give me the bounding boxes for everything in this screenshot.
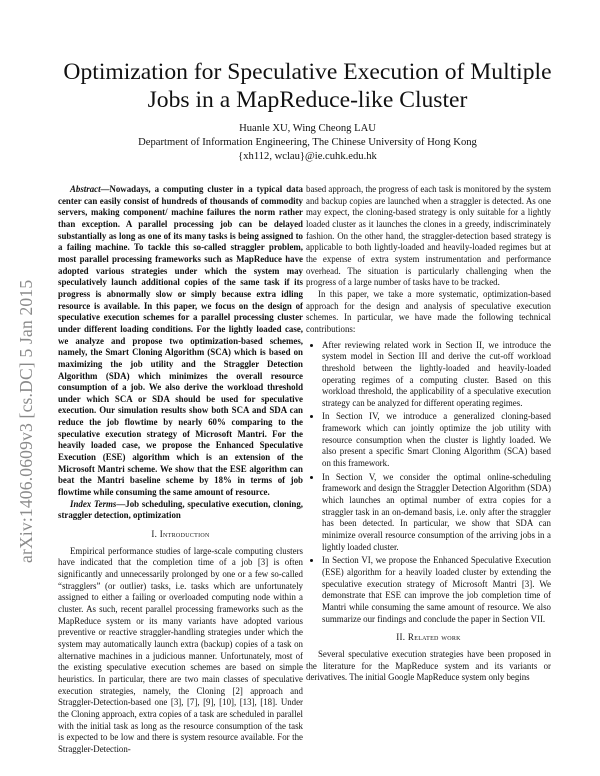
- author-affiliation: Department of Information Engineering, The Chinese University of Hong Kong: [138, 137, 477, 148]
- index-terms-text: —Job scheduling, speculative execution, cloning, straggler detection, optimization: [58, 498, 303, 521]
- right-column: [306, 184, 551, 684]
- intro-paragraph-2: In this paper, we take a more systematic, optimization-based approach for the design and analysis of speculative execution schemes. In particular, we have made the following technical contributions:: [306, 288, 551, 334]
- author-block: [40, 122, 575, 164]
- related-work-paragraph: Several speculative execution strategies have been proposed in the literature for the MapReduce system and its variants or derivatives. The initial Google MapReduce system only begins: [306, 648, 551, 683]
- author-names: Huanle XU, Wing Cheong LAU: [239, 123, 376, 134]
- index-terms-label: Index Terms: [70, 498, 117, 509]
- left-column: [58, 184, 303, 756]
- intro-paragraph-1: Empirical performance studies of large-scale computing clusters have indicated that the completion time of a job [3] is often significantly and unnecessarily prolonged by one or a few so-called “stragglers” (or outlier) tasks, i.e. tasks which are unfortunately assigned to either a failing or overloaded computing node within a cluster. As such, recent parallel processing frameworks such as the MapReduce system or its many variants have adopted various preventive or reactive straggler-handling strategies under which the system may automatically launch extra (backup) copies of a task on alternative machines in a judicious manner. Unfortunately, most of the existing speculative execution schemes are based on simple heuristics. In particular, there are two main classes of speculative execution strategies, namely, the Cloning [2] approach and Straggler-Detection-based one [3], [7], [9], [10], [13], [18]. Under the Cloning approach, extra copies of a task are scheduled in parallel with the initial task as long as the resource consumption of the task is expected to be low and there is system resource available. For the Straggler-Detection-: [58, 545, 303, 754]
- contributions-list: [306, 340, 551, 626]
- abstract-label: Abstract: [70, 184, 101, 194]
- arxiv-identifier: arXiv:1406.0609v3 [cs.DC] 5 Jan 2015: [16, 279, 36, 563]
- contribution-item: • In Section V, we consider the optimal online-scheduling framework and design the Straggler Detection Algorithm (SDA) which launches an optimal number of extra copies for a straggler task in an on-demand basis, i.e. only after the straggler has been detected. In particular, we show that SDA can minimize overall resource consumption of the arriving jobs in a lightly loaded cluster.: [322, 472, 551, 554]
- section-heading-related-work: II. Related work: [396, 632, 461, 643]
- abstract: [58, 184, 303, 499]
- paper-title: Optimization for Speculative Execution of Multiple Jobs in a MapReduce-like Cluster: [63, 59, 552, 113]
- contribution-item: • After reviewing related work in Section II, we introduce the system model in Section III and derive the cut-off workload threshold between the lightly-loaded and heavily-loaded operating regimes of a computing cluster. Based on this workload threshold, the applicability of a speculative execution strategy can be analyzed for different operating regimes.: [322, 340, 551, 410]
- section-heading-introduction: I. Introduction: [151, 529, 210, 540]
- author-emails: {xh112, wclau}@ie.cuhk.edu.hk: [238, 151, 377, 162]
- contribution-item: • In Section IV, we introduce a generalized cloning-based framework which can jointly optimize the job utility with resource consumption when the cluster is lightly loaded. We also present a specific Smart Cloning Algorithm (SCA) based on this framework.: [322, 411, 551, 469]
- abstract-text: —Nowadays, a computing cluster in a typical data center can easily consist of hundreds of thousands of commodity servers, making component/ machine failures the norm rather than exception. A parallel processing job can be delayed substantially as long as one of its many tasks is being assigned to a failing machine. To tackle this so-called straggler problem, most parallel processing frameworks such as MapReduce have adopted various strategies under which the system may speculatively launch additional copies of the same task if its progress is abnormally slow or simply because extra idling resource is available. In this paper, we focus on the design of speculative execution schemes for a parallel processing cluster under different loading conditions. For the lightly loaded case, we analyze and propose two optimization-based schemes, namely, the Smart Cloning Algorithm (SCA) which is based on maximizing the job utility and the Straggler Detection Algorithm (SDA) which minimizes the overall resource consumption of a job. We also derive the workload threshold under which SCA or SDA should be used for speculative execution. Our simulation results show both SCA and SDA can reduce the job flowtime by nearly 60% comparing to the speculative execution strategy of Microsoft Mantri. For the heavily loaded case, we propose the Enhanced Speculative Execution (ESE) algorithm which is an extension of the Microsoft Mantri scheme. We show that the ESE algorithm can beat the Mantri baseline scheme by 18% in terms of job flowtime while consuming the same amount of resource.: [58, 184, 303, 498]
- contribution-item: • In Section VI, we propose the Enhanced Speculative Execution (ESE) algorithm for a heavily loaded cluster by extending the speculative execution strategy of Microsoft Mantri [3]. We demonstrate that ESE can improve the job completion time of Mantri while consuming the same amount of resource. We also summarize our findings and conclude the paper in Section VII.: [322, 555, 551, 625]
- intro-paragraph-1-continued: based approach, the progress of each task is monitored by the system and backup copies are launched when a straggler is detected. As one may expect, the cloning-based strategy is only suitable for a lightly loaded cluster as it launches the clones in a greedy, indiscriminately fashion. On the other hand, the straggler-detection based strategy is applicable to both lightly-loaded and heavily-loaded regimes but at the expense of extra system instrumentation and performance overhead. The situation is particularly challenging when the progress of a large number of tasks have to be tracked.: [306, 184, 551, 288]
- index-terms: [58, 499, 303, 522]
